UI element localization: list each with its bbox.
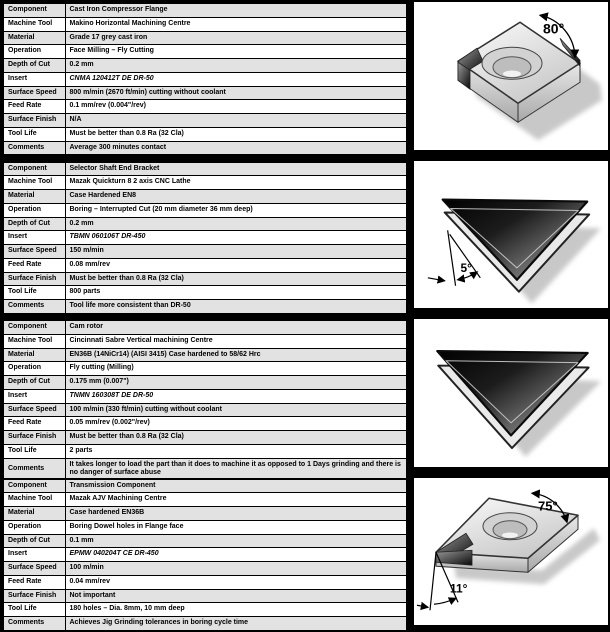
spec-label-cell: Feed Rate — [3, 258, 65, 272]
spec-value-cell: 0.2 mm — [65, 59, 407, 73]
spec-value-cell: CNMA 120412T DE DR-50 — [65, 72, 407, 86]
spec-value-cell: Transmission Component — [65, 479, 407, 493]
spec-value-cell: EN36B (14NiCr14) (AISI 3415) Case hardened to 58/62 Hrc — [65, 348, 407, 362]
spec-band-3 — [2, 319, 608, 477]
table-row — [3, 17, 407, 31]
table-row — [3, 86, 407, 100]
spec-value-cell: 800 parts — [65, 286, 407, 300]
spec-value-cell: 100 m/min (330 ft/min) cutting without coolant — [65, 403, 407, 417]
table-row — [3, 72, 407, 86]
spec-table-body — [3, 3, 407, 155]
triangular-insert-illustration — [414, 319, 608, 467]
triangular-insert-5deg-illustration — [414, 161, 608, 309]
spec-label-cell: Tool Life — [3, 127, 65, 141]
spec-value-cell: Achieves Jig Grinding tolerances in boring cycle time — [65, 617, 407, 631]
spec-label-cell: Component — [3, 479, 65, 493]
table-row — [3, 300, 407, 314]
diamond-insert-75deg-illustration — [414, 478, 608, 626]
table-row — [3, 520, 407, 534]
spec-label-cell: Comments — [3, 300, 65, 314]
spec-value-cell: 0.2 mm — [65, 217, 407, 231]
spec-table-body — [3, 479, 407, 631]
table-row — [3, 376, 407, 390]
table-row — [3, 286, 407, 300]
spec-value-cell: 2 parts — [65, 444, 407, 458]
spec-value-cell: 0.04 mm/rev — [65, 575, 407, 589]
spec-value-cell: Fly cutting (Milling) — [65, 362, 407, 376]
spec-label-cell: Depth of Cut — [3, 217, 65, 231]
illustration-panel-1 — [414, 2, 608, 150]
spec-band-4 — [2, 478, 608, 626]
table-row — [3, 127, 407, 141]
spec-label-cell: Feed Rate — [3, 417, 65, 431]
spec-value-cell: Mazak AJV Machining Centre — [65, 493, 407, 507]
table-row — [3, 575, 407, 589]
spec-label-cell: Material — [3, 190, 65, 204]
spec-value-cell: 0.175 mm (0.007") — [65, 376, 407, 390]
spec-label-cell: Insert — [3, 389, 65, 403]
spec-value-cell: Must be better than 0.8 Ra (32 Cla) — [65, 431, 407, 445]
spec-band-2 — [2, 161, 608, 309]
spec-value-cell: Average 300 minutes contact — [65, 141, 407, 155]
spec-value-cell: Grade 17 grey cast iron — [65, 31, 407, 45]
spec-label-cell: Depth of Cut — [3, 59, 65, 73]
spec-value-cell: Cast Iron Compressor Flange — [65, 3, 407, 17]
reference-line-vertical — [430, 552, 436, 610]
spec-table-1 — [2, 2, 408, 150]
spec-label-cell: Tool Life — [3, 286, 65, 300]
spec-value-cell: Cam rotor — [65, 320, 407, 334]
spec-value-cell: It takes longer to load the part than it does to machine it as opposed to 1 Days grinding and there is no danger of surface abuse — [65, 458, 407, 481]
table-row — [3, 45, 407, 59]
spec-label-cell: Machine Tool — [3, 176, 65, 190]
table-row — [3, 272, 407, 286]
spec-label-cell: Material — [3, 507, 65, 521]
spec-label-cell: Material — [3, 348, 65, 362]
spec-label-cell: Surface Speed — [3, 562, 65, 576]
angle-label-80: 80° — [543, 20, 565, 37]
pointer-arrow — [417, 605, 428, 607]
spec-value-cell: Makino Horizontal Machining Centre — [65, 17, 407, 31]
spec-label-cell: Comments — [3, 141, 65, 155]
illustration-panel-3 — [414, 319, 608, 467]
angle-label-5: 5° — [460, 260, 472, 275]
spec-label-cell: Operation — [3, 45, 65, 59]
table-row — [3, 320, 407, 334]
spec-label-cell: Depth of Cut — [3, 376, 65, 390]
spec-label-cell: Insert — [3, 548, 65, 562]
spec-label-cell: Machine Tool — [3, 493, 65, 507]
table-row — [3, 562, 407, 576]
table-row — [3, 479, 407, 493]
spec-value-cell: Tool life more consistent than DR-50 — [65, 300, 407, 314]
spec-value-cell: Selector Shaft End Bracket — [65, 162, 407, 176]
spec-label-cell: Machine Tool — [3, 334, 65, 348]
spec-value-cell: Not important — [65, 589, 407, 603]
spec-table-4 — [2, 478, 408, 626]
spec-value-cell: 0.08 mm/rev — [65, 258, 407, 272]
spec-label-cell: Surface Speed — [3, 86, 65, 100]
spec-value-cell: 100 m/min — [65, 562, 407, 576]
spec-value-cell: 800 m/min (2670 ft/min) cutting without coolant — [65, 86, 407, 100]
spec-label-cell: Feed Rate — [3, 100, 65, 114]
table-row — [3, 31, 407, 45]
square-insert-80deg-illustration — [414, 2, 608, 150]
spec-label-cell: Insert — [3, 72, 65, 86]
spec-value-cell: 180 holes – Dia. 8mm, 10 mm deep — [65, 603, 407, 617]
table-row — [3, 114, 407, 128]
table-row — [3, 548, 407, 562]
spec-band-1 — [2, 2, 608, 150]
table-row — [3, 203, 407, 217]
table-row — [3, 162, 407, 176]
table-row — [3, 176, 407, 190]
table-row — [3, 362, 407, 376]
spec-value-cell: Boring Dowel holes in Flange face — [65, 520, 407, 534]
table-row — [3, 403, 407, 417]
table-row — [3, 334, 407, 348]
spec-label-cell: Tool Life — [3, 444, 65, 458]
angle-label-75: 75° — [538, 497, 558, 513]
spec-label-cell: Surface Finish — [3, 431, 65, 445]
table-row — [3, 617, 407, 631]
angle-label-11: 11° — [450, 580, 468, 595]
spec-value-cell: 0.1 mm/rev (0.004"/rev) — [65, 100, 407, 114]
table-row — [3, 534, 407, 548]
table-row — [3, 59, 407, 73]
spec-label-cell: Component — [3, 320, 65, 334]
spec-value-cell: N/A — [65, 114, 407, 128]
spec-table-2 — [2, 161, 408, 309]
table-row — [3, 190, 407, 204]
table-row — [3, 431, 407, 445]
table-row — [3, 417, 407, 431]
table-row — [3, 507, 407, 521]
table-row — [3, 245, 407, 259]
spec-table-body — [3, 162, 407, 314]
spec-value-cell: Case hardened EN36B — [65, 507, 407, 521]
illustration-panel-4 — [414, 478, 608, 626]
spec-value-cell: TBMN 060106T DR-450 — [65, 231, 407, 245]
spec-label-cell: Operation — [3, 203, 65, 217]
spec-label-cell: Component — [3, 3, 65, 17]
spec-label-cell: Tool Life — [3, 603, 65, 617]
table-row — [3, 258, 407, 272]
spec-value-cell: 0.1 mm — [65, 534, 407, 548]
hole-highlight — [503, 71, 521, 77]
spec-label-cell: Machine Tool — [3, 17, 65, 31]
table-row — [3, 100, 407, 114]
table-row — [3, 444, 407, 458]
spec-value-cell: Must be better than 0.8 Ra (32 Cla) — [65, 127, 407, 141]
spec-label-cell: Operation — [3, 362, 65, 376]
hole-highlight — [502, 532, 518, 538]
spec-label-cell: Operation — [3, 520, 65, 534]
spec-label-cell: Surface Speed — [3, 245, 65, 259]
spec-table-body — [3, 320, 407, 481]
spec-label-cell: Insert — [3, 231, 65, 245]
spec-value-cell: Boring – Interrupted Cut (20 mm diameter 36 mm deep) — [65, 203, 407, 217]
table-row — [3, 3, 407, 17]
spec-label-cell: Component — [3, 162, 65, 176]
reference-line-vertical — [448, 230, 456, 285]
spec-label-cell: Feed Rate — [3, 575, 65, 589]
spec-value-cell: Mazak Quickturn 8 2 axis CNC Lathe — [65, 176, 407, 190]
table-row — [3, 217, 407, 231]
spec-value-cell: 0.05 mm/rev (0.002"/rev) — [65, 417, 407, 431]
table-row — [3, 493, 407, 507]
spec-value-cell: Cincinnati Sabre Vertical machining Centre — [65, 334, 407, 348]
table-row — [3, 141, 407, 155]
spec-value-cell: 150 m/min — [65, 245, 407, 259]
spec-label-cell: Comments — [3, 617, 65, 631]
spec-value-cell: Face Milling – Fly Cutting — [65, 45, 407, 59]
spec-value-cell: Case Hardened EN8 — [65, 190, 407, 204]
table-row — [3, 231, 407, 245]
table-row — [3, 589, 407, 603]
table-row — [3, 603, 407, 617]
spec-table-3 — [2, 319, 408, 477]
table-row — [3, 348, 407, 362]
spec-value-cell: EPMW 040204T CE DR-450 — [65, 548, 407, 562]
spec-value-cell: TNMN 160308T DE DR-50 — [65, 389, 407, 403]
spec-label-cell: Depth of Cut — [3, 534, 65, 548]
spec-value-cell: Must be better than 0.8 Ra (32 Cla) — [65, 272, 407, 286]
illustration-panel-2 — [414, 161, 608, 309]
spec-label-cell: Surface Finish — [3, 272, 65, 286]
spec-label-cell: Material — [3, 31, 65, 45]
spec-label-cell: Surface Speed — [3, 403, 65, 417]
table-row — [3, 389, 407, 403]
spec-label-cell: Comments — [3, 458, 65, 481]
pointer-arrow — [428, 277, 445, 280]
spec-label-cell: Surface Finish — [3, 589, 65, 603]
corner-wedge-left-side — [436, 550, 472, 565]
angle-arc-arrow-bottom — [434, 598, 456, 604]
spec-label-cell: Surface Finish — [3, 114, 65, 128]
